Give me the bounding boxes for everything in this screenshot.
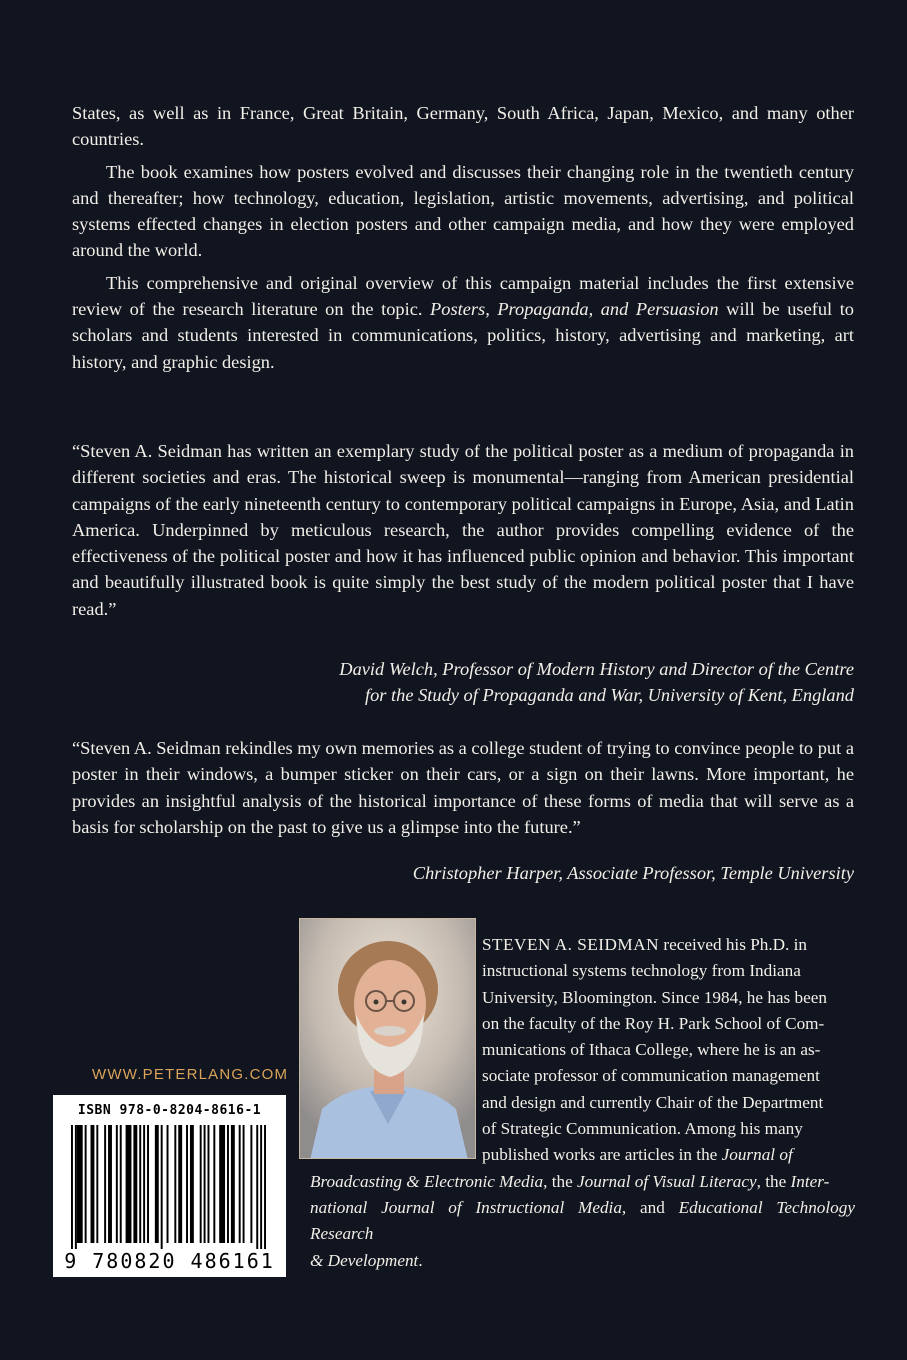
bio-line-2: instructional systems technology from Indiana: [482, 961, 801, 981]
journal-3: Inter-: [790, 1171, 830, 1191]
description-paragraph-3: [72, 270, 854, 375]
bio-line-1: STEVEN A. SEIDMAN received his Ph.D. in: [482, 935, 808, 954]
author-name: STEVEN A. SEIDMAN: [482, 935, 660, 954]
bio-line-11: national Journal of Instructional Media, and Educational Technology Research: [310, 1197, 855, 1244]
description-p3-end: will be useful to scholars and students interested in communications, politics, history, advertising and marketing, art history, and graphic design.: [72, 299, 855, 372]
bio-line-4: on the faculty of the Roy H. Park School of Com-: [482, 1013, 825, 1033]
isbn-barcode: [53, 1095, 286, 1277]
endorsement-quote-2: “Steven A. Seidman rekindles my own memories as a college student of trying to convince people to put a poster in their windows, a bumper sticker on their cars, or a sign on their lawns. More important, he provides an insightful analysis of the historical importance of these forms of media that will serve as a basis for scholarship on the past to give us a glimpse into the future.”: [72, 738, 854, 837]
bio-line-9: published works are articles in the Journal of: [482, 1145, 793, 1165]
journal-2: Journal of Visual Literacy: [577, 1171, 757, 1191]
author-bio: [310, 932, 855, 1274]
isbn-number: 9 780820 486161: [64, 1249, 275, 1273]
endorsement-attribution-1: [339, 656, 854, 709]
attribution-1-line-1: David Welch, Professor of Modern History and Director of the Centre: [339, 659, 854, 679]
barcode-bars: [71, 1125, 268, 1249]
bio-line-6: sociate professor of communication management: [482, 1066, 820, 1086]
book-description: [72, 100, 854, 375]
description-p3-start: This comprehensive and original overview of this campaign material includes the first extensive review of the research literature on the topic.: [72, 272, 854, 320]
isbn-label: ISBN 978-0-8204-8616-1: [77, 1103, 262, 1118]
bio-line-12: & Development.: [310, 1250, 423, 1270]
journal-1: Journal of: [721, 1145, 793, 1165]
bio-line-10: Broadcasting & Electronic Media, the Journal of Visual Literacy, the Inter-: [310, 1171, 830, 1191]
attribution-1-line-2: for the Study of Propaganda and War, University of Kent, England: [364, 685, 854, 706]
description-paragraph-2: The book examines how posters evolved and discusses their changing role in the twentieth century and thereafter; how technology, education, legislation, artistic movements, advertising, and political systems effected changes in election posters and other campaign media, and how they were employed around the world.: [72, 161, 854, 261]
book-title: Posters, Propaganda, and Persuasion: [430, 299, 719, 320]
bio-line-7: and design and currently Chair of the Department: [482, 1092, 824, 1112]
endorsement-quote-1: “Steven A. Seidman has written an exemplary study of the political poster as a medium of propaganda in different societies and eras. The historical sweep is monumental—ranging from American presidential campaigns of the early nineteenth century to contemporary political campaigns in Europe, Asia, and Latin America. Underpinned by meticulous research, the author provides compelling evidence of the effectiveness of the political poster and how it has influenced public opinion and behavior. This important and beautifully illustrated book is quite simply the best study of the modern political poster that I have read.”: [72, 441, 854, 619]
journal-4: Educational Technology Research: [310, 1197, 855, 1244]
bio-line-5: munications of Ithaca College, where he is an as-: [482, 1040, 821, 1060]
attribution-2-line-1: Christopher Harper, Associate Professor, Temple University: [412, 863, 854, 883]
bio-line-3: University, Bloomington. Since 1984, he has been: [482, 987, 827, 1007]
bio-line-8: of Strategic Communication. Among his many: [482, 1119, 803, 1139]
description-paragraph-1: States, as well as in France, Great Britain, Germany, South Africa, Japan, Mexico, and many other countries.: [72, 103, 854, 150]
endorsement-attribution-2: [413, 860, 854, 886]
publisher-website[interactable]: WWW.PETERLANG.COM: [92, 1066, 289, 1083]
